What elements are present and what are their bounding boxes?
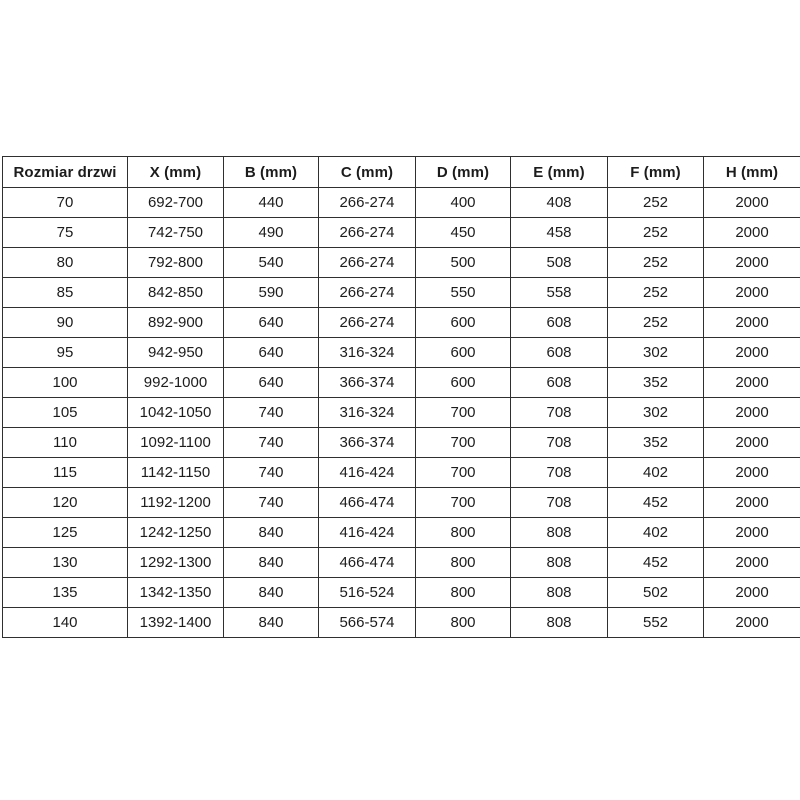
table-cell: 2000 xyxy=(704,488,800,518)
column-header: D (mm) xyxy=(416,157,511,188)
table-row xyxy=(3,248,800,278)
table-cell: 740 xyxy=(224,458,319,488)
table-cell: 808 xyxy=(511,578,608,608)
table-cell: 2000 xyxy=(704,458,800,488)
table-cell: 2000 xyxy=(704,308,800,338)
table-cell: 252 xyxy=(608,218,704,248)
table-cell: 2000 xyxy=(704,368,800,398)
table-cell: 566-574 xyxy=(319,608,416,638)
table-row xyxy=(3,578,800,608)
table-cell: 708 xyxy=(511,458,608,488)
table-cell: 600 xyxy=(416,338,511,368)
table-cell: 1192-1200 xyxy=(128,488,224,518)
table-cell: 120 xyxy=(3,488,128,518)
table-cell: 2000 xyxy=(704,608,800,638)
table-cell: 500 xyxy=(416,248,511,278)
table-cell: 700 xyxy=(416,458,511,488)
table-cell: 1042-1050 xyxy=(128,398,224,428)
table-cell: 740 xyxy=(224,398,319,428)
table-cell: 70 xyxy=(3,188,128,218)
table-cell: 608 xyxy=(511,338,608,368)
table-row xyxy=(3,608,800,638)
table-cell: 550 xyxy=(416,278,511,308)
table-cell: 2000 xyxy=(704,218,800,248)
table-cell: 266-274 xyxy=(319,218,416,248)
table-cell: 640 xyxy=(224,368,319,398)
table-cell: 316-324 xyxy=(319,338,416,368)
table-cell: 352 xyxy=(608,428,704,458)
table-cell: 708 xyxy=(511,398,608,428)
table-cell: 252 xyxy=(608,248,704,278)
table-row xyxy=(3,338,800,368)
table-row xyxy=(3,458,800,488)
table-cell: 450 xyxy=(416,218,511,248)
table-cell: 490 xyxy=(224,218,319,248)
table-cell: 992-1000 xyxy=(128,368,224,398)
table-cell: 892-900 xyxy=(128,308,224,338)
table-cell: 1242-1250 xyxy=(128,518,224,548)
table-cell: 2000 xyxy=(704,248,800,278)
table-row xyxy=(3,218,800,248)
header-row xyxy=(3,157,800,188)
table-cell: 700 xyxy=(416,428,511,458)
table-cell: 808 xyxy=(511,518,608,548)
column-header: C (mm) xyxy=(319,157,416,188)
table-cell: 608 xyxy=(511,368,608,398)
table-cell: 792-800 xyxy=(128,248,224,278)
table-cell: 125 xyxy=(3,518,128,548)
table-cell: 400 xyxy=(416,188,511,218)
table-row xyxy=(3,188,800,218)
table-cell: 90 xyxy=(3,308,128,338)
table-cell: 2000 xyxy=(704,578,800,608)
table-cell: 80 xyxy=(3,248,128,278)
table-cell: 110 xyxy=(3,428,128,458)
table-cell: 502 xyxy=(608,578,704,608)
table-cell: 100 xyxy=(3,368,128,398)
table-cell: 266-274 xyxy=(319,278,416,308)
table-cell: 2000 xyxy=(704,338,800,368)
table-cell: 508 xyxy=(511,248,608,278)
column-header: X (mm) xyxy=(128,157,224,188)
table-cell: 540 xyxy=(224,248,319,278)
table-row xyxy=(3,368,800,398)
table-cell: 95 xyxy=(3,338,128,368)
door-size-table xyxy=(2,156,800,638)
table-cell: 352 xyxy=(608,368,704,398)
table-cell: 452 xyxy=(608,488,704,518)
table-row xyxy=(3,488,800,518)
table-cell: 942-950 xyxy=(128,338,224,368)
table-cell: 416-424 xyxy=(319,458,416,488)
table-cell: 640 xyxy=(224,308,319,338)
table-cell: 135 xyxy=(3,578,128,608)
table-cell: 458 xyxy=(511,218,608,248)
table-cell: 700 xyxy=(416,488,511,518)
table-cell: 692-700 xyxy=(128,188,224,218)
table-header xyxy=(3,157,800,188)
table-cell: 552 xyxy=(608,608,704,638)
table-cell: 302 xyxy=(608,338,704,368)
table-cell: 558 xyxy=(511,278,608,308)
table-cell: 75 xyxy=(3,218,128,248)
table-cell: 840 xyxy=(224,608,319,638)
table-cell: 708 xyxy=(511,428,608,458)
table-cell: 600 xyxy=(416,308,511,338)
table-cell: 2000 xyxy=(704,398,800,428)
table-cell: 105 xyxy=(3,398,128,428)
table-row xyxy=(3,278,800,308)
column-header: E (mm) xyxy=(511,157,608,188)
table-cell: 1292-1300 xyxy=(128,548,224,578)
table-cell: 440 xyxy=(224,188,319,218)
table-cell: 452 xyxy=(608,548,704,578)
column-header: B (mm) xyxy=(224,157,319,188)
table-cell: 2000 xyxy=(704,518,800,548)
table-cell: 266-274 xyxy=(319,188,416,218)
table-cell: 140 xyxy=(3,608,128,638)
table-cell: 842-850 xyxy=(128,278,224,308)
table-cell: 402 xyxy=(608,518,704,548)
column-header: F (mm) xyxy=(608,157,704,188)
table-cell: 115 xyxy=(3,458,128,488)
table-cell: 1392-1400 xyxy=(128,608,224,638)
table-cell: 742-750 xyxy=(128,218,224,248)
table-row xyxy=(3,398,800,428)
table-cell: 840 xyxy=(224,518,319,548)
table-cell: 266-274 xyxy=(319,308,416,338)
table-cell: 600 xyxy=(416,368,511,398)
table-cell: 366-374 xyxy=(319,368,416,398)
table-cell: 640 xyxy=(224,338,319,368)
table-cell: 800 xyxy=(416,548,511,578)
table-cell: 2000 xyxy=(704,278,800,308)
table-cell: 316-324 xyxy=(319,398,416,428)
table-cell: 808 xyxy=(511,608,608,638)
table-cell: 408 xyxy=(511,188,608,218)
table-cell: 840 xyxy=(224,548,319,578)
table-cell: 740 xyxy=(224,428,319,458)
table-cell: 800 xyxy=(416,578,511,608)
column-header: H (mm) xyxy=(704,157,800,188)
table-body xyxy=(3,188,800,638)
table-cell: 466-474 xyxy=(319,488,416,518)
table-cell: 800 xyxy=(416,608,511,638)
table-cell: 252 xyxy=(608,188,704,218)
table-cell: 85 xyxy=(3,278,128,308)
table-cell: 840 xyxy=(224,578,319,608)
table-cell: 1142-1150 xyxy=(128,458,224,488)
table-row xyxy=(3,548,800,578)
table-row xyxy=(3,428,800,458)
table-cell: 1092-1100 xyxy=(128,428,224,458)
table-cell: 590 xyxy=(224,278,319,308)
table-row xyxy=(3,308,800,338)
table-cell: 402 xyxy=(608,458,704,488)
table-cell: 130 xyxy=(3,548,128,578)
table-cell: 708 xyxy=(511,488,608,518)
table-cell: 808 xyxy=(511,548,608,578)
table-cell: 2000 xyxy=(704,428,800,458)
column-header: Rozmiar drzwi xyxy=(3,157,128,188)
table-cell: 2000 xyxy=(704,548,800,578)
table-cell: 252 xyxy=(608,278,704,308)
table-cell: 266-274 xyxy=(319,248,416,278)
table-row xyxy=(3,518,800,548)
table-cell: 252 xyxy=(608,308,704,338)
table-cell: 416-424 xyxy=(319,518,416,548)
table-cell: 740 xyxy=(224,488,319,518)
table-cell: 608 xyxy=(511,308,608,338)
table-cell: 302 xyxy=(608,398,704,428)
table-cell: 800 xyxy=(416,518,511,548)
table-cell: 466-474 xyxy=(319,548,416,578)
table-cell: 700 xyxy=(416,398,511,428)
table-cell: 366-374 xyxy=(319,428,416,458)
table-cell: 1342-1350 xyxy=(128,578,224,608)
door-size-table-container xyxy=(2,156,800,638)
table-cell: 516-524 xyxy=(319,578,416,608)
table-cell: 2000 xyxy=(704,188,800,218)
